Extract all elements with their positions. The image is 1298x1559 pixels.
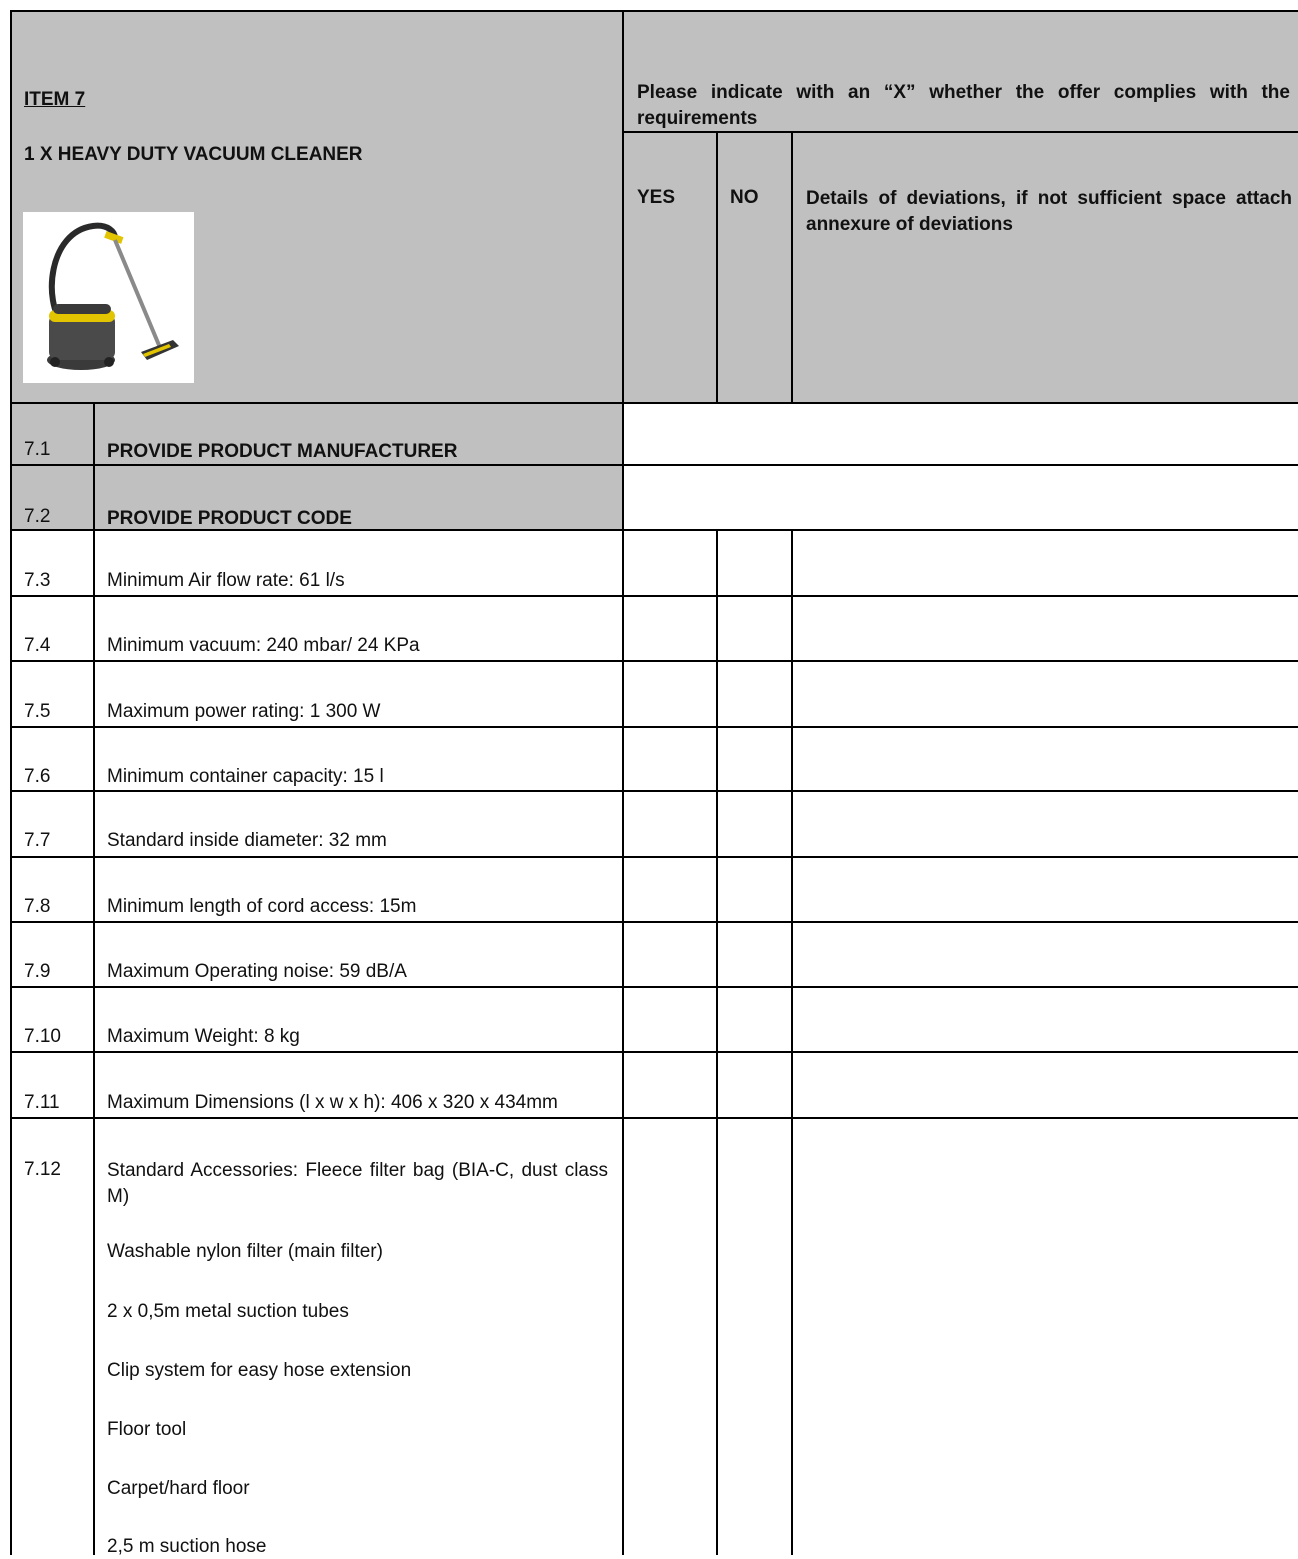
row-num-7-5: 7.5 (24, 701, 51, 722)
grid-line (10, 595, 1298, 597)
product-code-answer-field[interactable] (624, 466, 1298, 529)
details-cell-7-11[interactable] (793, 1053, 1298, 1117)
no-cell-7-3[interactable] (718, 531, 791, 595)
row-num-7-1: 7.1 (24, 439, 51, 460)
row-label-7-1: PROVIDE PRODUCT MANUFACTURER (107, 441, 458, 462)
grid-line (791, 530, 793, 1555)
details-cell-7-9[interactable] (793, 923, 1298, 986)
item-title: 1 X HEAVY DUTY VACUUM CLEANER (24, 144, 363, 165)
yes-cell-7-8[interactable] (624, 858, 716, 921)
row-num-7-10: 7.10 (24, 1026, 61, 1047)
yes-cell-7-5[interactable] (624, 662, 716, 726)
yes-cell-7-11[interactable] (624, 1053, 716, 1117)
accessory-item: Washable nylon filter (main filter) (107, 1241, 383, 1262)
row-label-7-5: Maximum power rating: 1 300 W (107, 701, 381, 722)
row-label-7-6: Minimum container capacity: 15 l (107, 766, 384, 787)
row-label-7-10: Maximum Weight: 8 kg (107, 1026, 300, 1047)
grid-line (10, 529, 1298, 531)
details-cell-7-4[interactable] (793, 597, 1298, 660)
yes-cell-7-7[interactable] (624, 792, 716, 856)
row-label-7-8: Minimum length of cord access: 15m (107, 896, 417, 917)
col-yes-header: YES (637, 187, 676, 208)
compliance-instruction: Please indicate with an “X” whether the offer complies with the requirements (637, 82, 1290, 129)
details-cell-7-7[interactable] (793, 792, 1298, 856)
row-num-7-7: 7.7 (24, 830, 51, 851)
row-label-7-2: PROVIDE PRODUCT CODE (107, 508, 352, 529)
grid-line (622, 131, 1298, 133)
manufacturer-answer-field[interactable] (624, 405, 1298, 464)
item-label: ITEM 7 (24, 89, 86, 110)
details-cell-7-10[interactable] (793, 988, 1298, 1051)
col-no-header: NO (730, 187, 759, 208)
details-cell-7-5[interactable] (793, 662, 1298, 726)
no-cell-7-10[interactable] (718, 988, 791, 1051)
row-num-7-3: 7.3 (24, 570, 51, 591)
grid-line (622, 10, 624, 1555)
accessory-item: 2 x 0,5m metal suction tubes (107, 1301, 349, 1322)
accessory-item: Clip system for easy hose extension (107, 1360, 412, 1381)
accessory-item: Floor tool (107, 1419, 187, 1440)
grid-line (93, 403, 95, 1555)
accessories-first-line: Standard Accessories: Fleece filter bag (BIA-C, dust class M) (107, 1160, 608, 1207)
yes-cell-7-10[interactable] (624, 988, 716, 1051)
yes-cell-7-12[interactable] (624, 1119, 716, 1555)
accessory-item: Carpet/hard floor (107, 1478, 250, 1499)
no-cell-7-12[interactable] (718, 1119, 791, 1555)
row-label-7-11: Maximum Dimensions (l x w x h): 406 x 320 x 434mm (107, 1092, 558, 1113)
row-num-7-4: 7.4 (24, 635, 51, 656)
no-cell-7-9[interactable] (718, 923, 791, 986)
vacuum-cleaner-icon (23, 212, 194, 383)
row-num-7-12: 7.12 (24, 1159, 61, 1180)
grid-line (716, 530, 718, 1555)
row-num-7-8: 7.8 (24, 896, 51, 917)
grid-line (10, 856, 1298, 858)
grid-line (10, 464, 1298, 466)
grid-line (10, 660, 1298, 662)
row-num-7-6: 7.6 (24, 766, 51, 787)
row-num-7-2: 7.2 (24, 506, 51, 527)
details-cell-7-3[interactable] (793, 531, 1298, 595)
details-cell-7-12[interactable] (793, 1119, 1298, 1555)
row-label-7-3: Minimum Air flow rate: 61 l/s (107, 570, 345, 591)
no-cell-7-11[interactable] (718, 1053, 791, 1117)
grid-line (10, 921, 1298, 923)
no-cell-7-5[interactable] (718, 662, 791, 726)
vacuum-cleaner-image (23, 212, 194, 383)
yes-cell-7-4[interactable] (624, 597, 716, 660)
grid-line (716, 131, 718, 403)
row-label-7-9: Maximum Operating noise: 59 dB/A (107, 961, 407, 982)
col-details-header: Details of deviations, if not sufficient space attach annexure of deviations (806, 188, 1292, 235)
yes-cell-7-6[interactable] (624, 728, 716, 790)
no-cell-7-7[interactable] (718, 792, 791, 856)
row-label-7-7: Standard inside diameter: 32 mm (107, 830, 387, 851)
grid-line (791, 131, 793, 403)
no-cell-7-6[interactable] (718, 728, 791, 790)
grid-line (10, 1051, 1298, 1053)
grid-line (10, 726, 1298, 728)
row-num-7-9: 7.9 (24, 961, 51, 982)
yes-cell-7-3[interactable] (624, 531, 716, 595)
grid-line (10, 986, 1298, 988)
no-cell-7-4[interactable] (718, 597, 791, 660)
yes-cell-7-9[interactable] (624, 923, 716, 986)
grid-line (10, 1117, 1298, 1119)
details-cell-7-8[interactable] (793, 858, 1298, 921)
grid-line (10, 790, 1298, 792)
no-cell-7-8[interactable] (718, 858, 791, 921)
table-border-left (10, 10, 12, 1555)
accessory-item: 2,5 m suction hose (107, 1536, 267, 1557)
grid-line (10, 402, 1298, 404)
row-label-7-4: Minimum vacuum: 240 mbar/ 24 KPa (107, 635, 420, 656)
details-cell-7-6[interactable] (793, 728, 1298, 790)
row-num-7-11: 7.11 (24, 1092, 60, 1113)
table-border-top (10, 10, 1298, 12)
